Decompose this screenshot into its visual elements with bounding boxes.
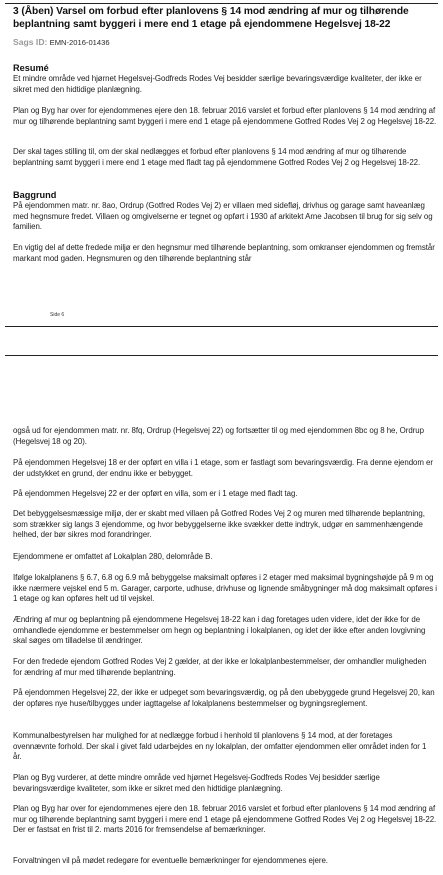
body-paragraph: For den fredede ejendom Gotfred Rodes Vej 2 gælder, at der ikke er lokalplanbestemmelser, der omhandler muligheden for ændring af mur med tilhørende beplantning. — [13, 657, 427, 677]
body-paragraph: Plan og Byg har over for ejendommenes ejere den 18. februar 2016 varslet et forbud efter planlovens § 14 mod ændring af mur og tilhørende beplantning samt byggeri i mere end 1 etage på ejendommene Gotfred Rodes Vej 2 og Hegelsvej 18-22. Der er fastsat en frist til 2. marts 2016 for fremsendelse af bemærkninger. — [13, 804, 437, 835]
page-gap — [0, 330, 443, 355]
body-paragraph: Ifølge lokalplanens § 6.7, 6.8 og 6.9 må bebyggelse maksimalt opføres i 2 etager med maksimal bygningshøjde på 9 m og ikke nærmere vejskel end 5 m. Garager, carporte, udhuse, drivhuse og lignende småbygninger må dog maksimalt opføres i 1 etage og kan opføres helt ud til vejskel. — [13, 573, 437, 604]
body-paragraph: også ud for ejendommen matr. nr. 8fq, Ordrup (Hegelsvej 22) og fortsætter til og med ejendommen 8bc og 8 he, Ordrup (Hegelsvej 18 og 20). — [13, 426, 424, 446]
baggrund-heading: Baggrund — [13, 190, 57, 200]
body-paragraph: Det bebyggelsesmæssige miljø, der er skabt med villaen på Gotfred Rodes Vej 2 og muren med tilhørende beplantning, som strækker sig langs 3 ejendomme, og hvor bebyggelserne ikke svækker dette indtryk, udgør en sammenhængende helhed, der bør sikres mod forandringer. — [13, 509, 425, 540]
document-page-1 — [0, 0, 443, 330]
page-top-rule — [5, 355, 438, 356]
case-id-line — [13, 37, 437, 48]
resume-paragraph: Et mindre område ved hjørnet Hegelsvej-Godfreds Rodes Vej besidder særlige bevaringsværdige kvaliteter, der ikke er sikret med den hidtidige planlægning. — [13, 74, 422, 94]
body-paragraph: På ejendommen Hegelsvej 22 er der opført en villa, som er i 1 etage med fladt tag. — [13, 489, 298, 498]
baggrund-paragraph: En vigtig del af dette fredede miljø er den hegnsmur med tilhørende beplantning, som omkranser ejendommen og fremstår markant mod gaden. Hegnsmuren og den tilhørende beplantning står — [13, 243, 435, 263]
item-header — [13, 6, 437, 48]
resume-paragraph: Plan og Byg har over for ejendommenes ejere den 18. februar 2016 varslet et forbud efter planlovens § 14 mod ændring af mur og tilhørende beplantning samt byggeri i mere end 1 etage på ejendommene Gotfred Rodes Vej 2 og Hegelsvej 18-22. — [13, 106, 437, 126]
item-title: 3 (Åben) Varsel om forbud efter planlovens § 14 mod ændring af mur og tilhørende beplantning samt byggeri i mere end 1 etage på ejendommene Hegelsvej 18-22 — [13, 6, 409, 30]
resume-paragraph: Der skal tages stilling til, om der skal nedlægges et forbud efter planlovens § 14 mod ændring af mur og tilhørende beplantning samt byggeri i mere end 1 etage med fladt tag på ejendommene Gotfred Rodes Vej 2 og Hegelsvej 18-22. — [13, 147, 421, 167]
body-paragraph: Ændring af mur og beplantning på ejendommene Hegelsvej 18-22 kan i dag foretages uden videre, idet der ikke for de omhandlede ejendomme er bestemmelser om hegn og beplantning i lokalplanen, og idet der ikke efter anden lovgivning skal søges om tilladelse til ændringer. — [13, 615, 426, 646]
body-paragraph: Forvaltningen vil på mødet redegøre for eventuelle bemærkninger for ejendommenes ejere. — [13, 856, 328, 865]
body-paragraph: Kommunalbestyrelsen har mulighed for at nedlægge forbud i henhold til planlovens § 14 mod, at der foretages ovennævnte forhold. Der skal i givet fald udarbejdes en ny lokalplan, der omfatter ejendommen eller området inden for 1 år. — [13, 731, 427, 762]
document-page-2 — [0, 355, 443, 875]
page-top-rule — [5, 3, 438, 4]
page-number: Side 6 — [50, 312, 65, 318]
resume-heading: Resumé — [13, 63, 49, 73]
body-paragraph: Plan og Byg vurderer, at dette mindre område ved hjørnet Hegelsvej-Godfreds Rodes Vej besidder særlige bevaringsværdige kvaliteter, som ikke er sikret med den hidtidige planlægning. — [13, 773, 380, 793]
body-paragraph: På ejendommen Hegelsvej 18 er der opført en villa i 1 etage, som er fastlagt som bevaringsværdig. Fra denne ejendom er der udstykket en grund, der endnu ikke er bebygget. — [13, 458, 433, 478]
baggrund-paragraph: På ejendommen matr. nr. 8ao, Ordrup (Gotfred Rodes Vej 2) er villaen med sidefløj, drivhus og garage samt haveanlæg med hegnsmure fredet. Villaen og omgivelserne er tegnet og opført i 1930 af arkitekt Arne Jacobsen til brug for sig selv og familien. — [13, 201, 433, 232]
body-paragraph: På ejendommen Hegelsvej 22, der ikke er udpeget som bevaringsværdig, og på den ubebyggede grund Hegelsvej 20, kan der opføres nye huse/tilbygges under iagttagelse af lokalplanens bestemmelser og bygningsreglement. — [13, 688, 435, 708]
case-id-value: EMN-2016-01436 — [49, 38, 110, 47]
body-paragraph: Ejendommene er omfattet af Lokalplan 280, delområde B. — [13, 552, 213, 561]
case-id-label: Sags ID: — [13, 37, 48, 47]
page-bottom-rule — [5, 326, 438, 327]
